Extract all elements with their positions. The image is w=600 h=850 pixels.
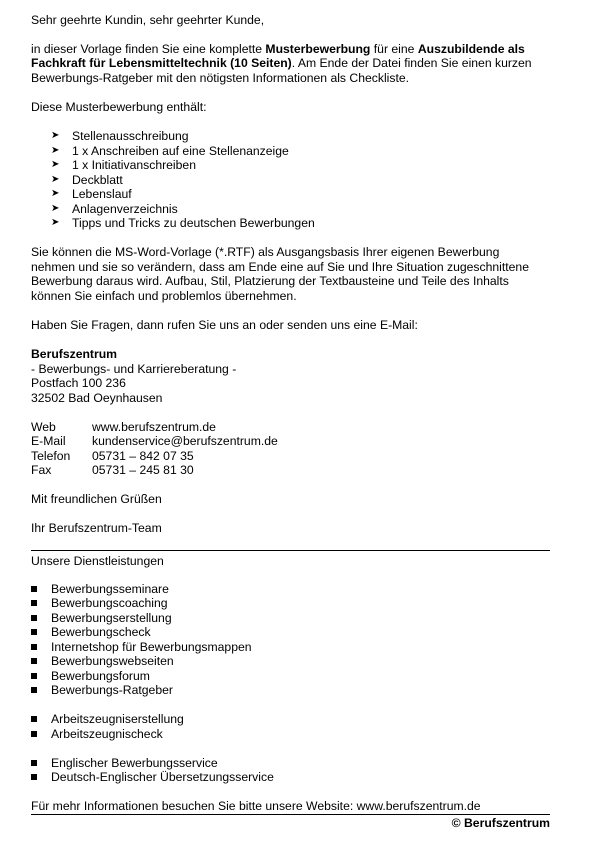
word-paragraph-line: können Sie einfach und problemlos übernehmen.: [31, 289, 297, 303]
intro-bold: Fachkraft für Lebensmitteltechnik (10 Seiten): [31, 56, 292, 70]
square-bullet-icon: [31, 760, 37, 766]
list-item-text: Bewerbungs-Ratgeber: [51, 683, 173, 697]
arrow-bullet-icon: ➤: [51, 145, 60, 156]
list-item-text: Deutsch-Englischer Übersetzungsservice: [51, 770, 274, 784]
intro-text: . Am Ende der Datei finden Sie einen kurzen: [291, 56, 532, 70]
word-paragraph-line: Bewerbung daraus wird. Aufbau, Stil, Platzierung der Textbausteine und Teile des Inhalts: [31, 274, 509, 288]
list-item-text: Arbeitszeugnischeck: [51, 727, 163, 741]
divider: [31, 814, 550, 815]
word-paragraph-line: nehmen und sie so verändern, dass am Ende eine auf Sie und Ihre Situation zugeschnittene: [31, 260, 529, 274]
list-item-text: Internetshop für Bewerbungsmappen: [51, 640, 252, 654]
arrow-bullet-icon: ➤: [51, 130, 60, 141]
word-paragraph-line: Sie können die MS-Word-Vorlage (*.RTF) als Ausgangsbasis Ihrer eigenen Bewerbung: [31, 245, 500, 259]
list-item-text: Bewerbungscoaching: [51, 596, 168, 610]
arrow-bullet-icon: ➤: [51, 188, 60, 199]
square-bullet-icon: [31, 586, 37, 592]
arrow-bullet-icon: ➤: [51, 174, 60, 185]
footer-info: Für mehr Informationen besuchen Sie bitte unsere Website: www.berufszentrum.de: [31, 799, 481, 813]
signature: Ihr Berufszentrum-Team: [31, 521, 162, 535]
company-name: Berufszentrum: [31, 347, 118, 361]
intro-text: in dieser Vorlage finden Sie eine komplette: [31, 42, 266, 56]
intro-line-3: Bewerbungs-Ratgeber mit den nötigsten Informationen als Checkliste.: [31, 71, 410, 85]
square-bullet-icon: [31, 731, 37, 737]
list-item-text: Tipps und Tricks zu deutschen Bewerbungen: [72, 216, 315, 230]
list-item-text: Bewerbungswebseiten: [51, 654, 174, 668]
arrow-bullet-icon: ➤: [51, 203, 60, 214]
square-bullet-icon: [31, 658, 37, 664]
square-bullet-icon: [31, 716, 37, 722]
contact-label: Telefon: [31, 449, 71, 463]
copyright: © Berufszentrum: [451, 816, 550, 830]
contact-label: E-Mail: [31, 434, 66, 448]
arrow-bullet-icon: ➤: [51, 159, 60, 170]
square-bullet-icon: [31, 629, 37, 635]
intro-line-1: [31, 42, 525, 56]
phone-value: 05731 – 842 07 35: [92, 449, 194, 463]
intro-bold: Auszubildende als: [417, 42, 525, 56]
fax-value: 05731 – 245 81 30: [92, 463, 194, 477]
contact-label: Web: [31, 420, 56, 434]
email-link[interactable]: kundenservice@berufszentrum.de: [92, 434, 278, 448]
intro-bold: Musterbewerbung: [265, 42, 371, 56]
contact-label: Fax: [31, 463, 52, 477]
services-heading: Unsere Dienstleistungen: [31, 554, 164, 568]
list-item-text: Arbeitszeugniserstellung: [51, 712, 184, 726]
list-item-text: Bewerbungsforum: [51, 669, 150, 683]
list-item-text: Bewerbungscheck: [51, 625, 151, 639]
company-postbox: Postfach 100 236: [31, 376, 126, 390]
arrow-bullet-icon: ➤: [51, 217, 60, 228]
intro-line-2: [31, 56, 532, 70]
list-item-text: 1 x Anschreiben auf eine Stellenanzeige: [72, 144, 289, 158]
list-item-text: Englischer Bewerbungsservice: [51, 756, 218, 770]
square-bullet-icon: [31, 600, 37, 606]
list-item-text: Bewerbungserstellung: [51, 611, 172, 625]
square-bullet-icon: [31, 673, 37, 679]
intro-text: für eine: [370, 42, 418, 56]
company-subtitle: - Bewerbungs- und Karriereberatung -: [31, 362, 237, 376]
closing: Mit freundlichen Grüßen: [31, 492, 162, 506]
square-bullet-icon: [31, 644, 37, 650]
contents-heading: Diese Musterbewerbung enthält:: [31, 100, 207, 114]
list-item-text: Anlagenverzeichnis: [72, 202, 178, 216]
list-item-text: Stellenausschreibung: [72, 129, 189, 143]
square-bullet-icon: [31, 687, 37, 693]
web-link[interactable]: www.berufszentrum.de: [92, 420, 216, 434]
list-item-text: Bewerbungsseminare: [51, 582, 169, 596]
salutation: Sehr geehrte Kundin, sehr geehrter Kunde,: [31, 13, 265, 27]
questions-text: Haben Sie Fragen, dann rufen Sie uns an oder senden uns eine E-Mail:: [31, 318, 418, 332]
list-item-text: Deckblatt: [72, 173, 123, 187]
square-bullet-icon: [31, 774, 37, 780]
divider: [31, 550, 550, 551]
list-item-text: 1 x Initiativanschreiben: [72, 158, 196, 172]
company-city: 32502 Bad Oeynhausen: [31, 391, 163, 405]
square-bullet-icon: [31, 615, 37, 621]
list-item-text: Lebenslauf: [72, 187, 132, 201]
